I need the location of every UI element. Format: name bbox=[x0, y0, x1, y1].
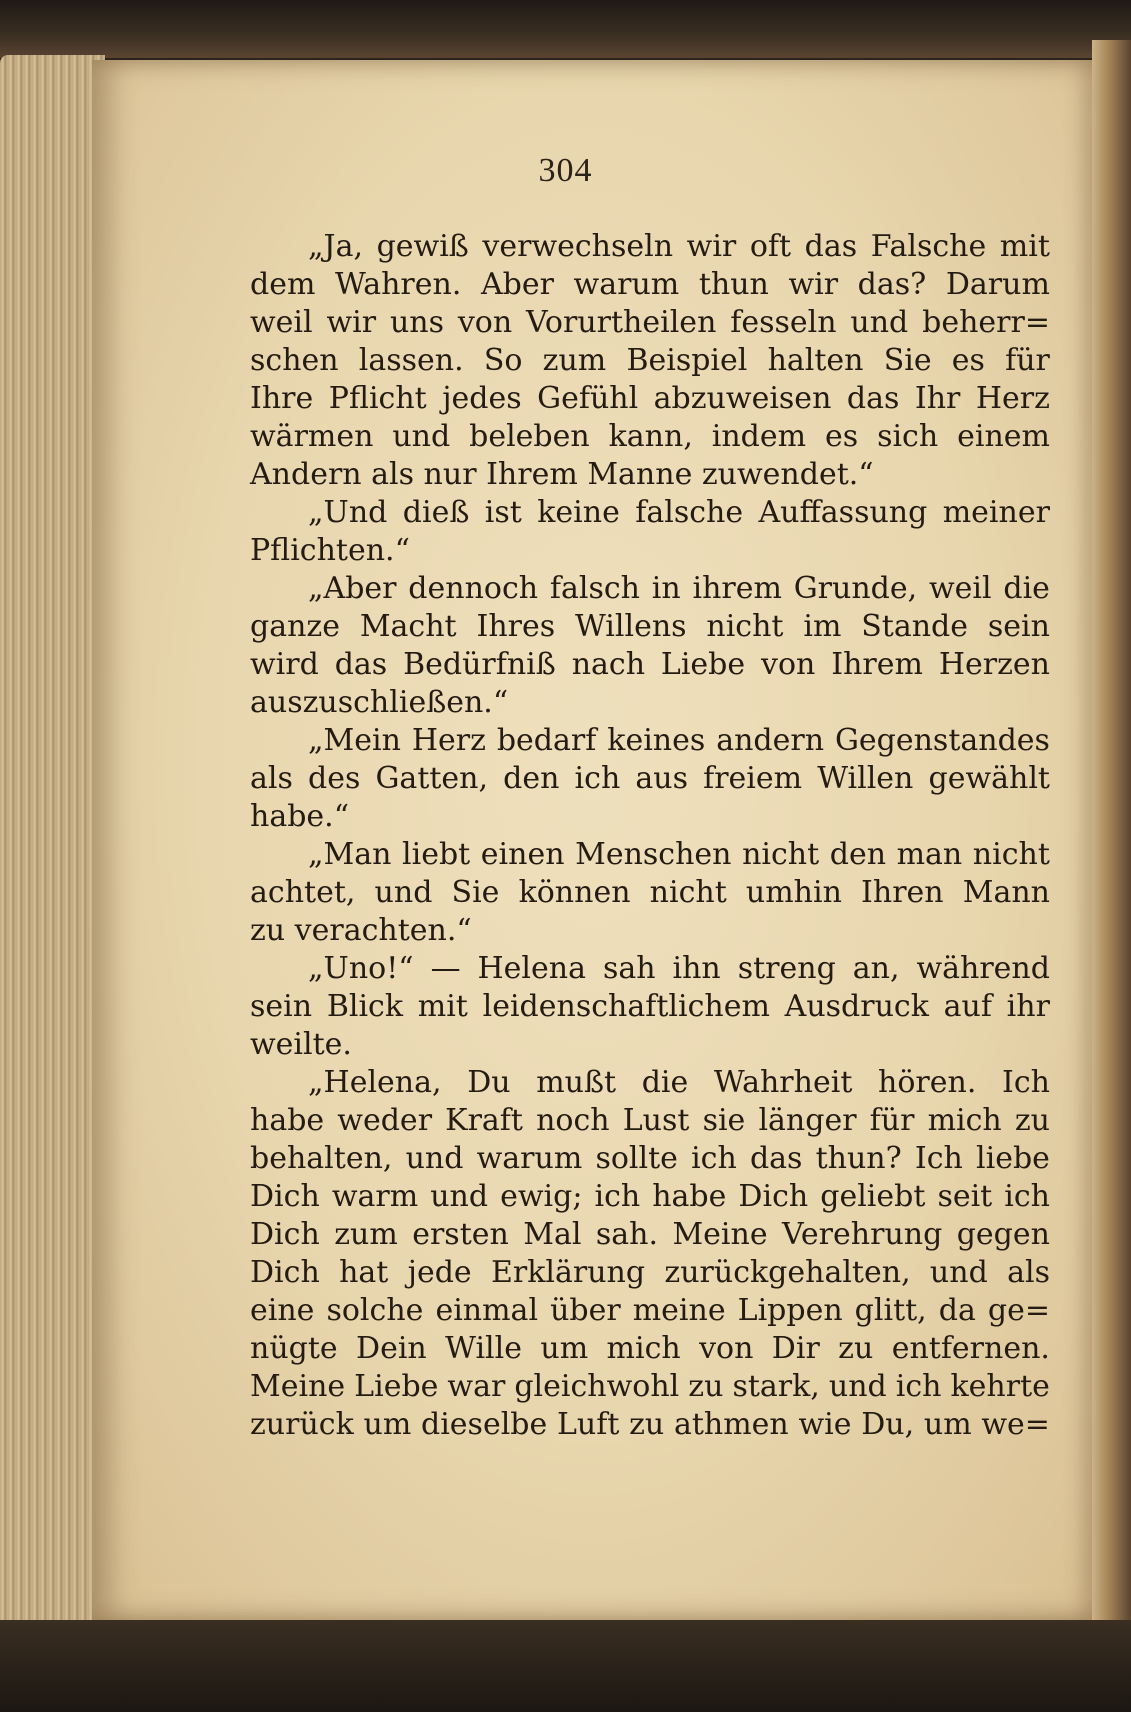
text-line: „Mein Herz bedarf keines andern Gegenstandes bbox=[308, 723, 1050, 758]
book-shadow-bottom bbox=[0, 1620, 1131, 1712]
text-line: habe weder Kraft noch Lust sie länger für mich zu bbox=[250, 1103, 1050, 1138]
text-line: eine solche einmal über meine Lippen glitt, da ge= bbox=[250, 1293, 1050, 1328]
text-line: „Aber dennoch falsch in ihrem Grunde, weil die bbox=[308, 571, 1050, 606]
text-line: nügte Dein Wille um mich von Dir zu entfernen. bbox=[250, 1331, 1050, 1366]
book-cover-top bbox=[0, 0, 1131, 58]
text-line: „Man liebt einen Menschen nicht den man nicht bbox=[308, 837, 1050, 872]
text-line: Ihre Pflicht jedes Gefühl abzuweisen das Ihr Herz bbox=[250, 381, 1050, 416]
text-line: behalten, und warum sollte ich das thun? Ich liebe bbox=[250, 1141, 1050, 1176]
text-line: sein Blick mit leidenschaftlichem Ausdruck auf ihr bbox=[250, 989, 1050, 1024]
text-line: „Und dieß ist keine falsche Auffassung meiner bbox=[308, 495, 1050, 530]
text-line: weil wir uns von Vorurtheilen fesseln und beherr= bbox=[250, 305, 1050, 340]
page-edges bbox=[0, 55, 105, 1640]
body-text bbox=[250, 228, 1050, 1444]
text-line: schen lassen. So zum Beispiel halten Sie es für bbox=[250, 343, 1050, 378]
text-line: auszuschließen.“ bbox=[250, 685, 509, 720]
text-line: zu verachten.“ bbox=[250, 913, 472, 948]
text-line: „Uno!“ — Helena sah ihn streng an, während bbox=[308, 951, 1050, 986]
text-line: wird das Bedürfniß nach Liebe von Ihrem Herzen bbox=[250, 647, 1050, 682]
page-number: 304 bbox=[538, 152, 593, 189]
text-line: ganze Macht Ihres Willens nicht im Stande sein bbox=[250, 609, 1050, 644]
text-line: als des Gatten, den ich aus freiem Willen gewählt bbox=[250, 761, 1050, 796]
text-line: weilte. bbox=[250, 1027, 352, 1062]
text-line: Pflichten.“ bbox=[250, 533, 410, 568]
text-line: zurück um dieselbe Luft zu athmen wie Du, um we= bbox=[250, 1407, 1050, 1442]
text-line: Dich zum ersten Mal sah. Meine Verehrung gegen bbox=[250, 1217, 1050, 1252]
text-line: wärmen und beleben kann, indem es sich einem bbox=[250, 419, 1050, 454]
text-line: Dich warm und ewig; ich habe Dich geliebt seit ich bbox=[250, 1179, 1050, 1214]
text-line: dem Wahren. Aber warum thun wir das? Darum bbox=[250, 267, 1050, 302]
text-line: Andern als nur Ihrem Manne zuwendet.“ bbox=[250, 457, 874, 492]
text-line: Dich hat jede Erklärung zurückgehalten, und als bbox=[250, 1255, 1050, 1290]
text-line: „Helena, Du mußt die Wahrheit hören. Ich bbox=[308, 1065, 1050, 1100]
text-line: achtet, und Sie können nicht umhin Ihren Mann bbox=[250, 875, 1050, 910]
book-cover-right bbox=[1092, 40, 1131, 1660]
text-line: Meine Liebe war gleichwohl zu stark, und ich kehrte bbox=[250, 1369, 1050, 1404]
text-line: „Ja, gewiß verwechseln wir oft das Falsche mit bbox=[308, 229, 1050, 264]
text-line: habe.“ bbox=[250, 799, 350, 834]
